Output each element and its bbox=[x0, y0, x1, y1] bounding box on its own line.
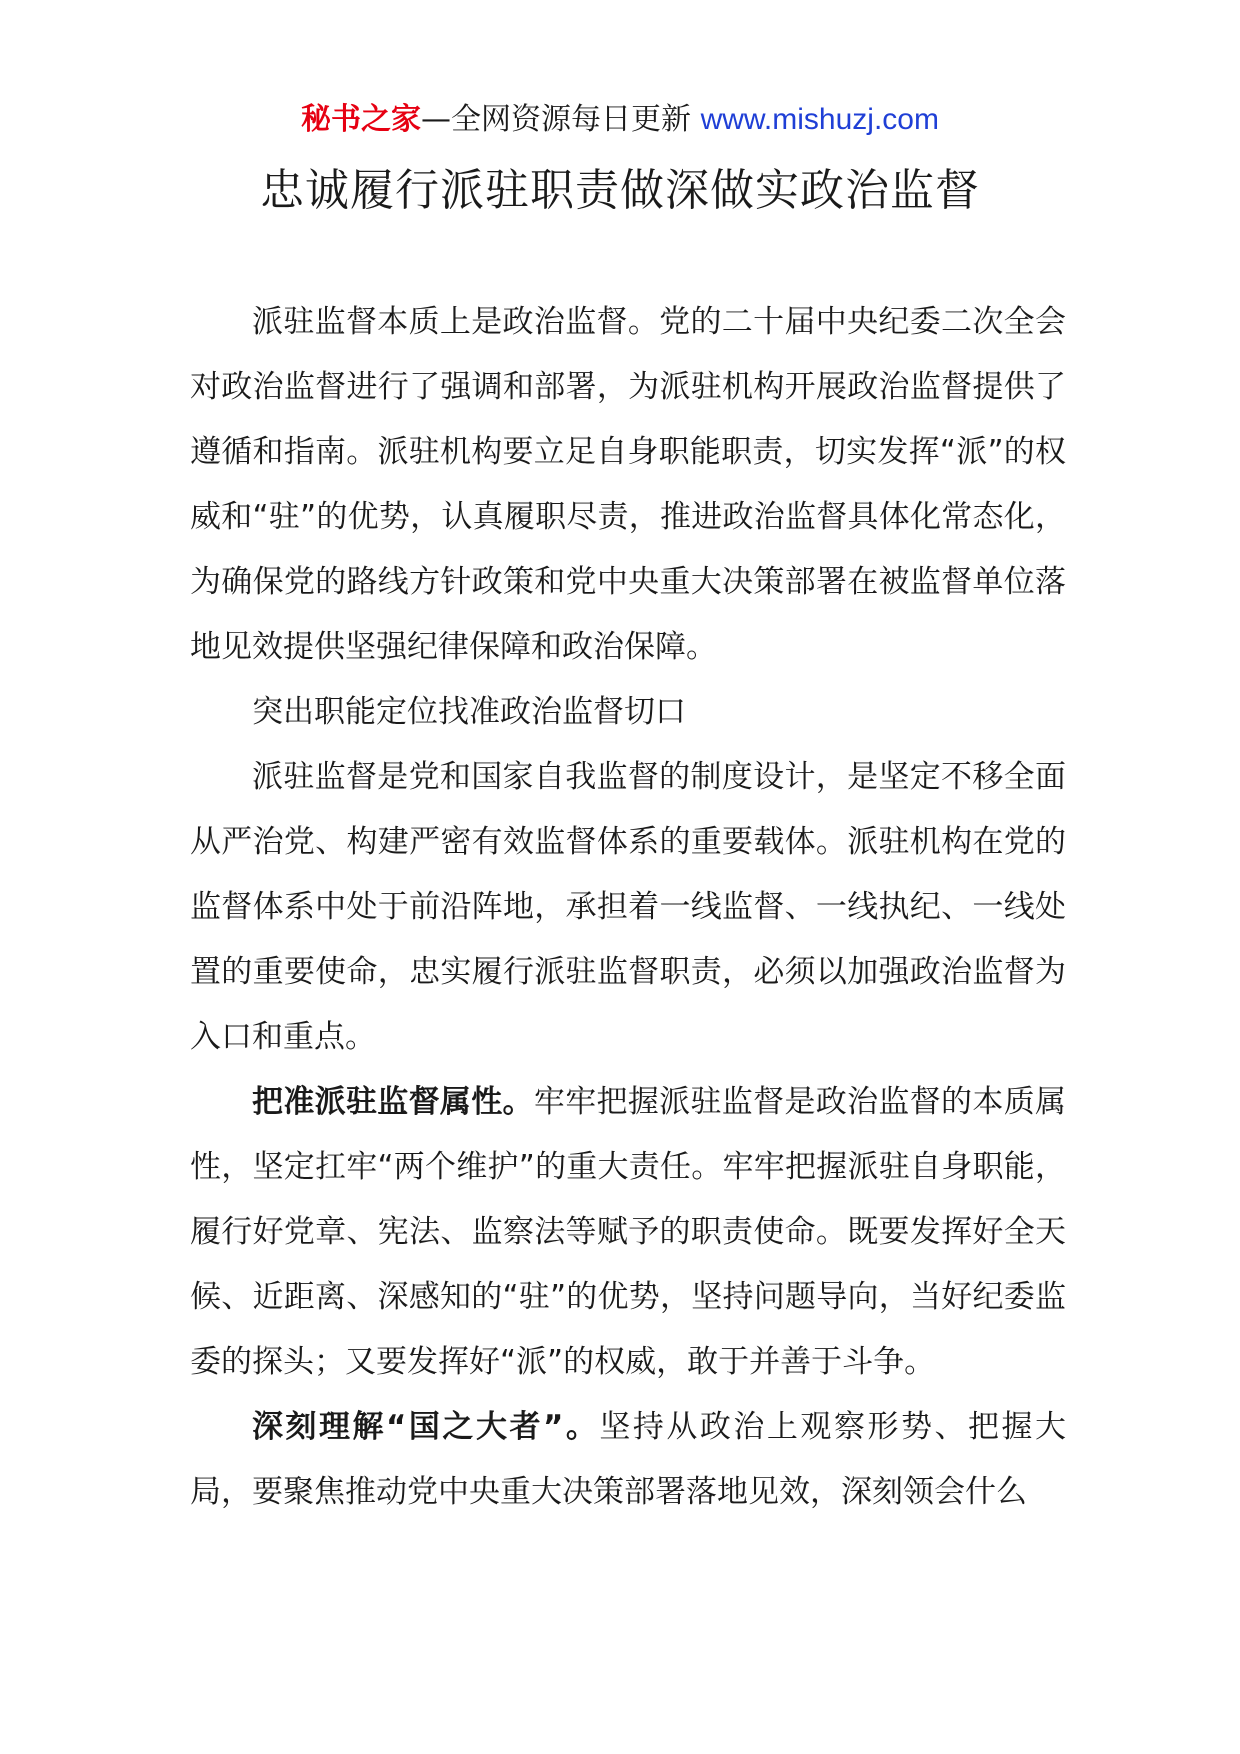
section-heading-text: 突出职能定位找准政治监督切口 bbox=[252, 694, 686, 730]
paragraph bbox=[190, 1070, 1066, 1395]
paragraph bbox=[190, 1395, 1066, 1525]
paragraph-text: 派驻监督本质上是政治监督。党的二十届中央纪委二次全会对政治监督进行了强调和部署，为派驻机构开展政治监督提供了遵循和指南。派驻机构要立足自身职能职责，切实发挥“派”的权威和“驻”的优势，认真履职尽责，推进政治监督具体化常态化，为确保党的路线方针政策和党中央重大决策部署在被监督单位落地见效提供坚强纪律保障和政治保障。 bbox=[190, 304, 1066, 665]
section-heading bbox=[190, 680, 1066, 745]
document-body bbox=[190, 290, 1066, 1525]
paragraph bbox=[190, 745, 1066, 1070]
paragraph-text: 坚持从政治上观察形势、把握大局，要聚焦推动党中央重大决策部署落地见效，深刻领会什么 bbox=[190, 1409, 1067, 1510]
site-header bbox=[0, 100, 1240, 140]
paragraph-text: 派驻监督是党和国家自我监督的制度设计，是坚定不移全面从严治党、构建严密有效监督体系的重要载体。派驻机构在党的监督体系中处于前沿阵地，承担着一线监督、一线执纪、一线处置的重要使命，忠实履行派驻监督职责，必须以加强政治监督为入口和重点。 bbox=[190, 759, 1066, 1055]
document-title: 忠诚履行派驻职责做深做实政治监督 bbox=[260, 165, 980, 216]
paragraph-text: 牢牢把握派驻监督是政治监督的本质属性，坚定扛牢“两个维护”的重大责任。牢牢把握派驻自身职能，履行好党章、宪法、监察法等赋予的职责使命。既要发挥好全天候、近距离、深感知的“驻”的优势，坚持问题导向，当好纪委监委的探头；又要发挥好“派”的权威，敢于并善于斗争。 bbox=[190, 1084, 1067, 1380]
paragraph-lead: 把准派驻监督属性。 bbox=[252, 1084, 534, 1120]
paragraph-lead: 深刻理解“国之大者”。 bbox=[252, 1409, 600, 1445]
site-url[interactable]: www.mishuzj.com bbox=[700, 103, 939, 136]
header-tagline: —全网资源每日更新 bbox=[421, 102, 701, 137]
paragraph bbox=[190, 290, 1066, 680]
brand-name: 秘书之家 bbox=[301, 102, 422, 137]
